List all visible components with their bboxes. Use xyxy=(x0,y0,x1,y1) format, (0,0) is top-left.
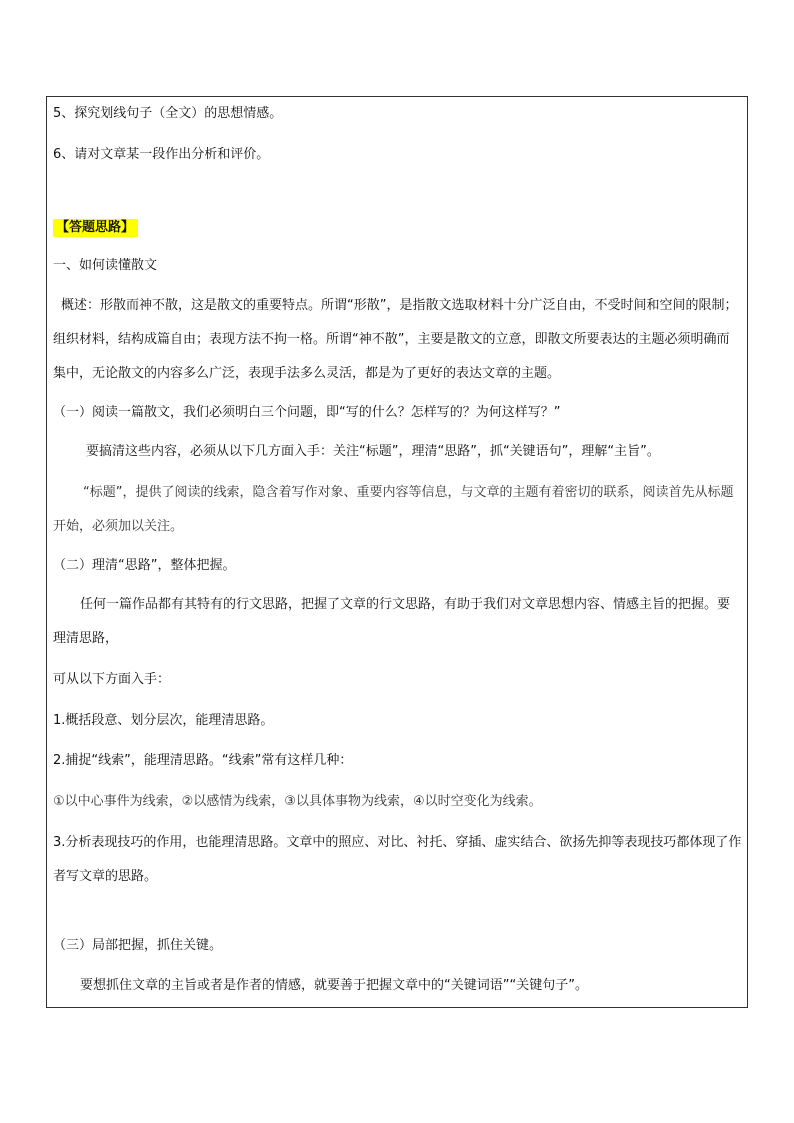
list-item-1: 1.概括段意、划分层次，能理清思路。 xyxy=(53,713,274,728)
overview-paragraph: 概述：形散而神不散，这是散文的重要特点。所谓“形散”，是指散文选取材料十分广泛自由，不受时间和空间的限制；组织材料，结构成篇自由；表现方法不拘一格。所谓“神不散”，主要是散文的立意，即散文所要表达的主题必须明确而集中，无论散文的内容多么广泛，表现手法多么灵活，都是为了更好的表达文章的主题。 xyxy=(53,298,738,381)
question-6: 6、请对文章某一段作出分析和评价。 xyxy=(53,147,270,162)
paragraph-thinking: 任何一篇作品都有其特有的行文思路，把握了文章的行文思路，有助于我们对文章思想内容、情感主旨的把握。要理清思路， xyxy=(53,597,731,646)
paragraph-approach: 要搞清这些内容，必须从以下几方面入手：关注“标题”，理清“思路”，抓“关键语句”，理解“主旨”。 xyxy=(86,444,660,459)
list-item-3: 3.分析表现技巧的作用，也能理清思路。文章中的照应、对比、衬托、穿插、虚实结合、欲扬先抑等表现技巧都体现了作者写文章的思路。 xyxy=(53,835,742,884)
list-item-2: 2.捕捉“线索”，能理清思路。“线索”常有这样几种： xyxy=(53,753,353,768)
paragraph-entry: 可从以下方面入手： xyxy=(53,672,171,687)
paragraph-title: “标题”，提供了阅读的线索，隐含着写作对象、重要内容等信息，与文章的主题有着密切的联系，阅读首先从标题开始，必须加以关注。 xyxy=(53,485,734,534)
question-5: 5、探究划线句子（全文）的思想情感。 xyxy=(53,106,283,121)
answer-approach-label: 【答题思路】 xyxy=(53,219,138,237)
section-heading xyxy=(53,219,742,237)
subheading-2: （二）理清“思路”，整体把握。 xyxy=(53,558,236,573)
subheading-1: （一）阅读一篇散文，我们必须明白三个问题，即“写的什么？怎样写的？为何这样写？” xyxy=(53,405,561,420)
heading-how-to-read-prose: 一、如何读懂散文 xyxy=(53,258,158,273)
subheading-3: （三）局部把握，抓住关键。 xyxy=(53,938,223,953)
clue-types: ①以中心事件为线索，②以感情为线索，③以具体事物为线索，④以时空变化为线索。 xyxy=(53,794,542,809)
paragraph-key: 要想抓住文章的主旨或者是作者的情感，就要善于把握文章中的“关键词语”“关键句子”。 xyxy=(80,978,588,993)
